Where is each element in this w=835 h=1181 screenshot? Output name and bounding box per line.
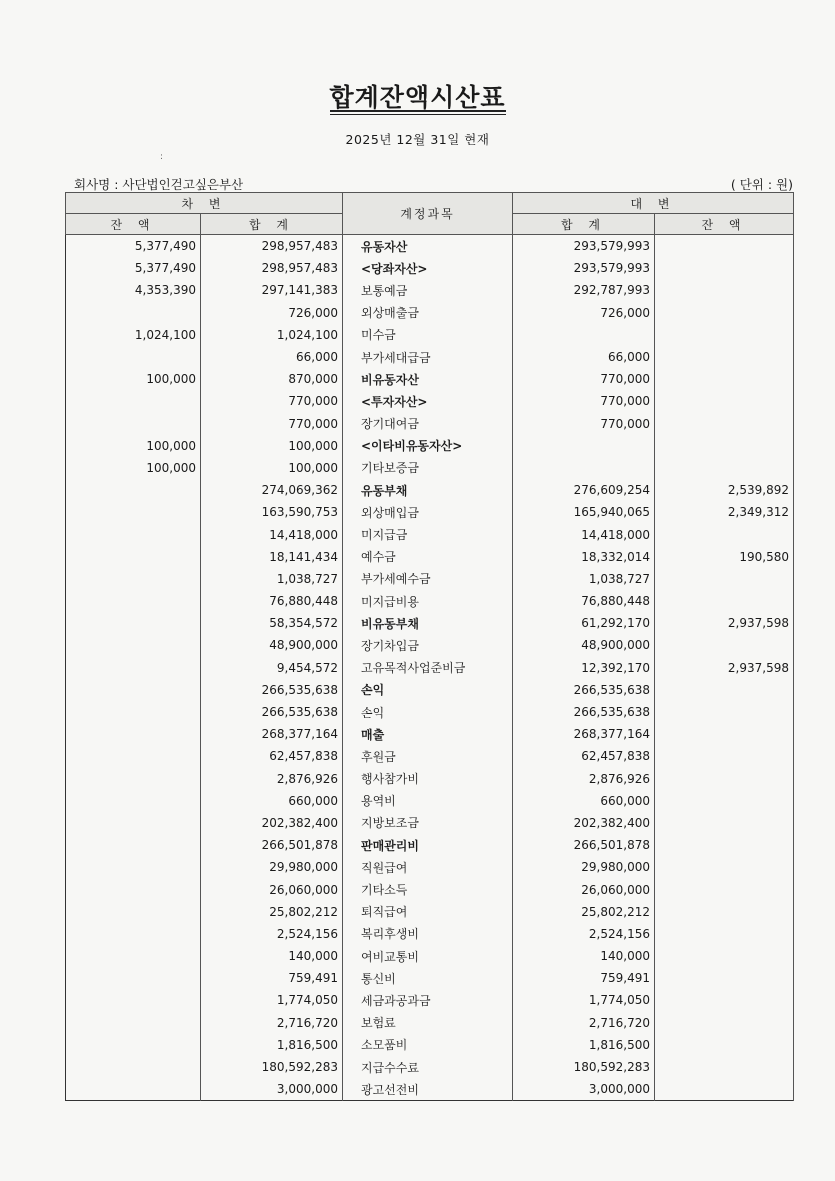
credit-balance-cell xyxy=(655,1012,794,1034)
credit-total-cell: 61,292,170 xyxy=(513,612,655,634)
debit-total-cell: 2,876,926 xyxy=(201,768,343,790)
credit-total-cell: 660,000 xyxy=(513,790,655,812)
credit-balance-cell: 2,539,892 xyxy=(655,479,794,501)
table-row xyxy=(66,989,794,1011)
debit-header: 차 변 xyxy=(66,193,343,214)
debit-balance-cell xyxy=(66,989,201,1011)
account-cell: 부가세대급금 xyxy=(343,346,513,368)
debit-balance-cell xyxy=(66,523,201,545)
account-cell: 장기차입금 xyxy=(343,634,513,656)
table-row xyxy=(66,390,794,412)
account-cell: 유동자산 xyxy=(343,235,513,258)
credit-total-cell: 165,940,065 xyxy=(513,501,655,523)
table-row xyxy=(66,1078,794,1101)
account-cell: 광고선전비 xyxy=(343,1078,513,1101)
debit-total-cell: 26,060,000 xyxy=(201,878,343,900)
account-cell: 복리후생비 xyxy=(343,923,513,945)
debit-balance-cell xyxy=(66,346,201,368)
account-cell: 지방보조금 xyxy=(343,812,513,834)
debit-total-cell: 726,000 xyxy=(201,302,343,324)
debit-balance-cell xyxy=(66,479,201,501)
debit-balance-cell xyxy=(66,679,201,701)
table-body xyxy=(66,235,794,1101)
debit-balance-cell xyxy=(66,856,201,878)
table-row xyxy=(66,745,794,767)
debit-total-cell: 759,491 xyxy=(201,967,343,989)
title-underline xyxy=(330,110,506,115)
credit-balance-cell xyxy=(655,523,794,545)
account-cell: 판매관리비 xyxy=(343,834,513,856)
credit-total-cell: 293,579,993 xyxy=(513,257,655,279)
table-row xyxy=(66,967,794,989)
account-cell: 예수금 xyxy=(343,546,513,568)
credit-total-cell: 276,609,254 xyxy=(513,479,655,501)
credit-total-cell: 2,524,156 xyxy=(513,923,655,945)
table-row xyxy=(66,768,794,790)
table-row xyxy=(66,457,794,479)
debit-balance-cell xyxy=(66,723,201,745)
table-row xyxy=(66,612,794,634)
account-cell: 외상매출금 xyxy=(343,302,513,324)
credit-total-cell xyxy=(513,435,655,457)
account-cell: 손익 xyxy=(343,701,513,723)
table-row xyxy=(66,812,794,834)
debit-total-cell: 100,000 xyxy=(201,457,343,479)
credit-balance-cell xyxy=(655,901,794,923)
debit-total-cell: 1,774,050 xyxy=(201,989,343,1011)
credit-total-cell: 66,000 xyxy=(513,346,655,368)
credit-balance-cell xyxy=(655,834,794,856)
credit-total-cell: 12,392,170 xyxy=(513,657,655,679)
credit-balance-cell xyxy=(655,1078,794,1101)
account-cell: 후원금 xyxy=(343,745,513,767)
credit-total-cell xyxy=(513,457,655,479)
account-cell: 손익 xyxy=(343,679,513,701)
table-row xyxy=(66,279,794,301)
debit-total-cell: 770,000 xyxy=(201,413,343,435)
credit-total-cell: 268,377,164 xyxy=(513,723,655,745)
debit-balance-cell: 5,377,490 xyxy=(66,257,201,279)
debit-balance-cell xyxy=(66,923,201,945)
debit-balance-cell xyxy=(66,768,201,790)
credit-balance-cell xyxy=(655,701,794,723)
debit-balance-cell xyxy=(66,413,201,435)
debit-balance-cell xyxy=(66,1078,201,1101)
table-row xyxy=(66,413,794,435)
credit-total-cell: 293,579,993 xyxy=(513,235,655,258)
account-cell: 고유목적사업준비금 xyxy=(343,657,513,679)
credit-total-cell: 48,900,000 xyxy=(513,634,655,656)
credit-balance-cell xyxy=(655,856,794,878)
credit-total-header: 합 계 xyxy=(513,214,655,235)
debit-total-cell: 29,980,000 xyxy=(201,856,343,878)
debit-total-cell: 870,000 xyxy=(201,368,343,390)
table-row xyxy=(66,479,794,501)
debit-total-cell: 274,069,362 xyxy=(201,479,343,501)
credit-total-cell: 1,038,727 xyxy=(513,568,655,590)
credit-balance-cell xyxy=(655,457,794,479)
account-cell: 보험료 xyxy=(343,1012,513,1034)
table-row xyxy=(66,501,794,523)
company-name: 회사명 : 사단법인걷고싶은부산 xyxy=(74,177,244,192)
debit-total-cell: 2,524,156 xyxy=(201,923,343,945)
table-row xyxy=(66,324,794,346)
account-cell: 여비교통비 xyxy=(343,945,513,967)
credit-balance-header: 잔 액 xyxy=(655,214,794,235)
debit-balance-cell xyxy=(66,790,201,812)
debit-total-cell: 266,535,638 xyxy=(201,701,343,723)
credit-balance-cell xyxy=(655,945,794,967)
debit-balance-cell xyxy=(66,701,201,723)
table-row xyxy=(66,723,794,745)
credit-total-cell: 292,787,993 xyxy=(513,279,655,301)
debit-total-cell: 9,454,572 xyxy=(201,657,343,679)
debit-balance-cell: 100,000 xyxy=(66,435,201,457)
credit-balance-cell: 2,937,598 xyxy=(655,612,794,634)
credit-balance-cell xyxy=(655,1034,794,1056)
credit-total-cell: 726,000 xyxy=(513,302,655,324)
debit-total-cell: 1,816,500 xyxy=(201,1034,343,1056)
credit-balance-cell xyxy=(655,235,794,258)
credit-total-cell: 1,816,500 xyxy=(513,1034,655,1056)
debit-total-cell: 1,024,100 xyxy=(201,324,343,346)
debit-balance-cell xyxy=(66,390,201,412)
account-cell: 직원급여 xyxy=(343,856,513,878)
table-row xyxy=(66,1034,794,1056)
credit-total-cell: 25,802,212 xyxy=(513,901,655,923)
credit-balance-cell xyxy=(655,679,794,701)
credit-balance-cell xyxy=(655,967,794,989)
debit-balance-cell xyxy=(66,878,201,900)
account-cell: 장기대여금 xyxy=(343,413,513,435)
account-cell: 소모품비 xyxy=(343,1034,513,1056)
debit-balance-cell: 100,000 xyxy=(66,368,201,390)
table-row xyxy=(66,546,794,568)
account-header: 계정과목 xyxy=(343,193,513,235)
debit-balance-cell: 4,353,390 xyxy=(66,279,201,301)
credit-balance-cell xyxy=(655,723,794,745)
account-cell: 보통예금 xyxy=(343,279,513,301)
table-row xyxy=(66,923,794,945)
credit-total-cell: 26,060,000 xyxy=(513,878,655,900)
debit-total-cell: 48,900,000 xyxy=(201,634,343,656)
unit-label: ( 단위 : 원) xyxy=(730,177,793,192)
debit-balance-cell xyxy=(66,546,201,568)
account-cell: 미지급비용 xyxy=(343,590,513,612)
debit-balance-cell xyxy=(66,812,201,834)
credit-balance-cell xyxy=(655,279,794,301)
debit-balance-cell xyxy=(66,634,201,656)
table-row xyxy=(66,1012,794,1034)
credit-total-cell: 1,774,050 xyxy=(513,989,655,1011)
account-cell: 용역비 xyxy=(343,790,513,812)
debit-total-cell: 268,377,164 xyxy=(201,723,343,745)
credit-total-cell: 76,880,448 xyxy=(513,590,655,612)
table-row xyxy=(66,1056,794,1078)
account-cell: <투자자산> xyxy=(343,390,513,412)
debit-total-cell: 297,141,383 xyxy=(201,279,343,301)
debit-total-cell: 100,000 xyxy=(201,435,343,457)
debit-balance-cell xyxy=(66,568,201,590)
debit-total-cell: 58,354,572 xyxy=(201,612,343,634)
account-cell: 지급수수료 xyxy=(343,1056,513,1078)
debit-balance-cell xyxy=(66,657,201,679)
credit-balance-cell xyxy=(655,745,794,767)
debit-total-cell: 3,000,000 xyxy=(201,1078,343,1101)
table-row xyxy=(66,590,794,612)
account-cell: 외상매입금 xyxy=(343,501,513,523)
table-row xyxy=(66,435,794,457)
page-title: 합계잔액시산표 xyxy=(329,83,506,112)
table-row xyxy=(66,634,794,656)
table-row xyxy=(66,302,794,324)
account-cell: 세금과공과금 xyxy=(343,989,513,1011)
credit-total-cell: 202,382,400 xyxy=(513,812,655,834)
credit-balance-cell xyxy=(655,257,794,279)
credit-total-cell: 770,000 xyxy=(513,413,655,435)
credit-balance-cell xyxy=(655,390,794,412)
table-row xyxy=(66,368,794,390)
table-row xyxy=(66,878,794,900)
debit-total-cell: 62,457,838 xyxy=(201,745,343,767)
account-cell: 행사참가비 xyxy=(343,768,513,790)
credit-balance-cell xyxy=(655,989,794,1011)
debit-total-cell: 25,802,212 xyxy=(201,901,343,923)
table-row xyxy=(66,235,794,258)
debit-total-cell: 298,957,483 xyxy=(201,257,343,279)
account-cell: 부가세예수금 xyxy=(343,568,513,590)
credit-balance-cell: 2,349,312 xyxy=(655,501,794,523)
table-row xyxy=(66,346,794,368)
credit-total-cell: 14,418,000 xyxy=(513,523,655,545)
table-row xyxy=(66,701,794,723)
credit-balance-cell xyxy=(655,435,794,457)
debit-balance-cell xyxy=(66,1034,201,1056)
debit-balance-cell xyxy=(66,302,201,324)
debit-total-cell: 266,535,638 xyxy=(201,679,343,701)
account-cell: 미지급금 xyxy=(343,523,513,545)
debit-total-header: 합 계 xyxy=(201,214,343,235)
debit-total-cell: 2,716,720 xyxy=(201,1012,343,1034)
credit-balance-cell xyxy=(655,413,794,435)
debit-balance-cell xyxy=(66,590,201,612)
debit-balance-cell xyxy=(66,834,201,856)
credit-balance-cell xyxy=(655,590,794,612)
account-cell: <이타비유동자산> xyxy=(343,435,513,457)
credit-balance-cell xyxy=(655,568,794,590)
credit-total-cell: 266,501,878 xyxy=(513,834,655,856)
credit-total-cell: 140,000 xyxy=(513,945,655,967)
debit-total-cell: 18,141,434 xyxy=(201,546,343,568)
credit-balance-cell xyxy=(655,790,794,812)
credit-balance-cell xyxy=(655,634,794,656)
debit-balance-cell xyxy=(66,745,201,767)
debit-balance-cell: 100,000 xyxy=(66,457,201,479)
credit-total-cell: 3,000,000 xyxy=(513,1078,655,1101)
credit-balance-cell xyxy=(655,878,794,900)
credit-balance-cell: 2,937,598 xyxy=(655,657,794,679)
credit-total-cell: 770,000 xyxy=(513,390,655,412)
debit-total-cell: 1,038,727 xyxy=(201,568,343,590)
credit-total-cell: 18,332,014 xyxy=(513,546,655,568)
debit-total-cell: 202,382,400 xyxy=(201,812,343,834)
scan-mark: : xyxy=(160,152,164,162)
debit-balance-cell: 5,377,490 xyxy=(66,235,201,258)
debit-total-cell: 163,590,753 xyxy=(201,501,343,523)
debit-total-cell: 66,000 xyxy=(201,346,343,368)
table-row xyxy=(66,568,794,590)
credit-total-cell: 266,535,638 xyxy=(513,679,655,701)
table-row xyxy=(66,657,794,679)
debit-balance-cell xyxy=(66,945,201,967)
account-cell: <당좌자산> xyxy=(343,257,513,279)
credit-total-cell: 180,592,283 xyxy=(513,1056,655,1078)
account-cell: 기타소득 xyxy=(343,878,513,900)
credit-total-cell: 2,876,926 xyxy=(513,768,655,790)
table-row xyxy=(66,901,794,923)
account-cell: 기타보증금 xyxy=(343,457,513,479)
debit-balance-cell xyxy=(66,501,201,523)
debit-total-cell: 660,000 xyxy=(201,790,343,812)
debit-balance-header: 잔 액 xyxy=(66,214,201,235)
credit-total-cell: 266,535,638 xyxy=(513,701,655,723)
debit-balance-cell xyxy=(66,612,201,634)
credit-balance-cell xyxy=(655,346,794,368)
credit-total-cell: 770,000 xyxy=(513,368,655,390)
debit-balance-cell xyxy=(66,1056,201,1078)
account-cell: 비유동부채 xyxy=(343,612,513,634)
account-cell: 미수금 xyxy=(343,324,513,346)
credit-balance-cell xyxy=(655,923,794,945)
debit-total-cell: 76,880,448 xyxy=(201,590,343,612)
credit-balance-cell xyxy=(655,768,794,790)
account-cell: 매출 xyxy=(343,723,513,745)
credit-total-cell: 759,491 xyxy=(513,967,655,989)
debit-total-cell: 14,418,000 xyxy=(201,523,343,545)
table-row xyxy=(66,523,794,545)
debit-total-cell: 266,501,878 xyxy=(201,834,343,856)
credit-balance-cell xyxy=(655,368,794,390)
credit-balance-cell xyxy=(655,1056,794,1078)
account-cell: 통신비 xyxy=(343,967,513,989)
debit-total-cell: 180,592,283 xyxy=(201,1056,343,1078)
debit-balance-cell: 1,024,100 xyxy=(66,324,201,346)
trial-balance-table xyxy=(65,192,794,1101)
credit-total-cell xyxy=(513,324,655,346)
account-cell: 퇴직급여 xyxy=(343,901,513,923)
account-cell: 비유동자산 xyxy=(343,368,513,390)
debit-total-cell: 140,000 xyxy=(201,945,343,967)
credit-total-cell: 29,980,000 xyxy=(513,856,655,878)
table-row xyxy=(66,945,794,967)
credit-total-cell: 62,457,838 xyxy=(513,745,655,767)
debit-balance-cell xyxy=(66,1012,201,1034)
report-date: 2025년 12월 31일 현재 xyxy=(345,132,490,147)
credit-balance-cell xyxy=(655,812,794,834)
table-row xyxy=(66,679,794,701)
debit-balance-cell xyxy=(66,967,201,989)
table-row xyxy=(66,834,794,856)
debit-total-cell: 298,957,483 xyxy=(201,235,343,258)
table-row xyxy=(66,856,794,878)
debit-total-cell: 770,000 xyxy=(201,390,343,412)
credit-balance-cell: 190,580 xyxy=(655,546,794,568)
credit-balance-cell xyxy=(655,324,794,346)
credit-balance-cell xyxy=(655,302,794,324)
credit-total-cell: 2,716,720 xyxy=(513,1012,655,1034)
debit-balance-cell xyxy=(66,901,201,923)
account-cell: 유동부채 xyxy=(343,479,513,501)
table-row xyxy=(66,257,794,279)
table-row xyxy=(66,790,794,812)
credit-header: 대 변 xyxy=(513,193,794,214)
